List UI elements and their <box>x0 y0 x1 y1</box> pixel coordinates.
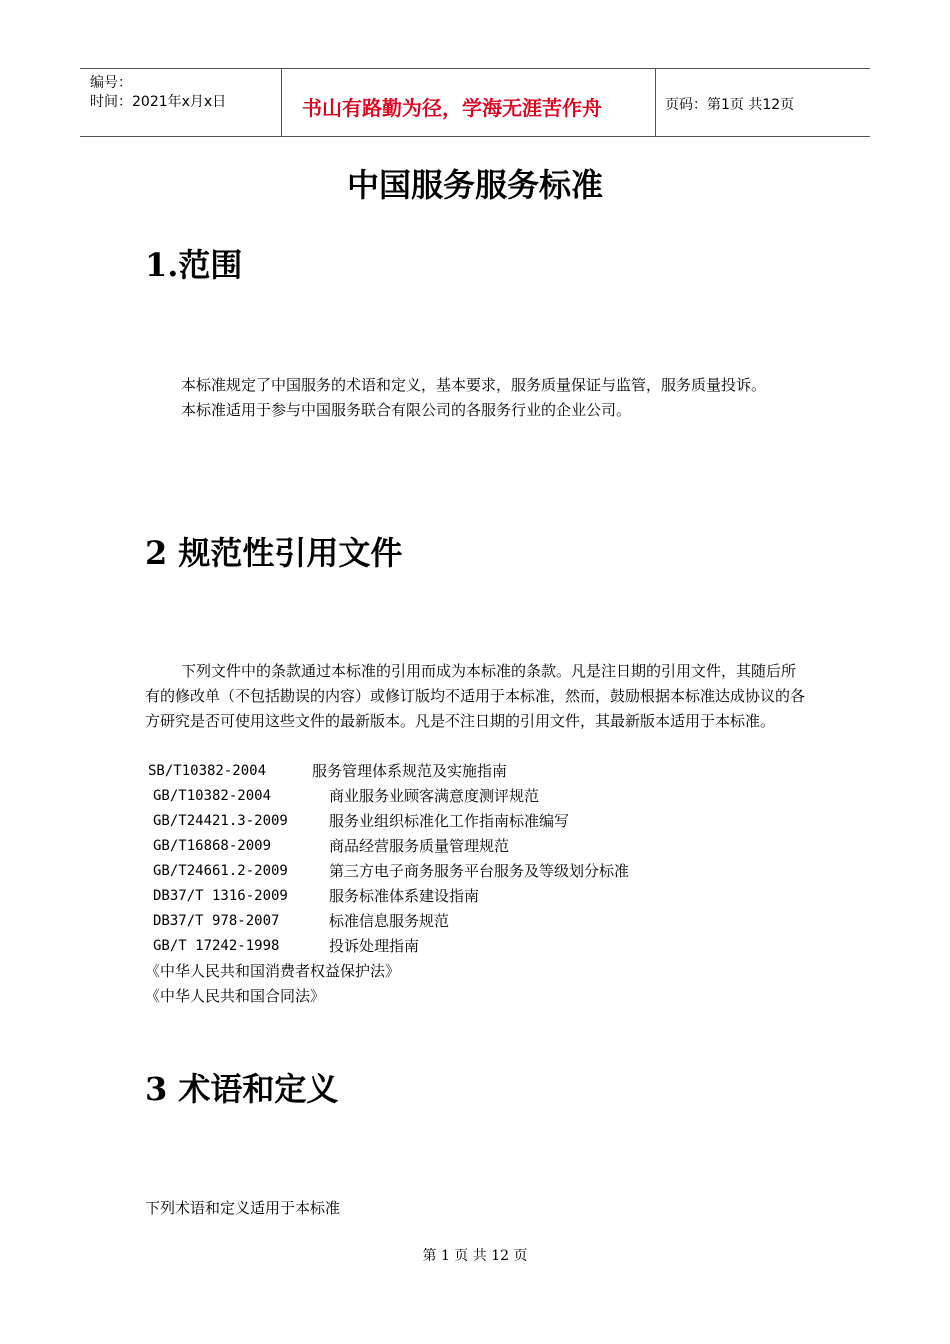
paragraph: 本标准适用于参与中国服务联合有限公司的各服务行业的企业公司。 <box>181 401 632 419</box>
section-heading-scope: 1.范围 <box>145 246 243 284</box>
header-page-info: 页码：第1页 共12页 <box>665 97 795 113</box>
reference-code: GB/T24661.2-2009 <box>153 863 288 879</box>
reference-code: GB/T 17242-1998 <box>153 938 280 954</box>
paragraph: 下列术语和定义适用于本标准 <box>145 1199 341 1217</box>
list-item <box>145 959 805 984</box>
reference-name: 服务标准体系建设指南 <box>329 887 480 905</box>
list-item <box>145 809 805 834</box>
list-item <box>145 759 805 784</box>
header-page-cell <box>655 69 870 136</box>
list-item <box>145 784 805 809</box>
section-scope-body <box>145 373 805 423</box>
section-heading-terms: 3 术语和定义 <box>145 1070 339 1108</box>
list-item <box>145 934 805 959</box>
reference-name: 服务业组织标准化工作指南标准编写 <box>329 812 570 830</box>
header-meta-cell <box>80 69 281 136</box>
paragraph: 下列文件中的条款通过本标准的引用而成为本标准的条款。凡是注日期的引用文件，其随后所有的修改单（不包括勘误的内容）或修订版均不适用于本标准，然而，鼓励根据本标准达成协议的各方研究是否可使用这些文件的最新版本。凡是不注日期的引用文件，其最新版本适用于本标准。 <box>145 662 806 730</box>
document-title: 中国服务服务标准 <box>346 166 603 204</box>
section-references-body <box>145 659 805 734</box>
reference-name: 商品经营服务质量管理规范 <box>329 837 510 855</box>
paragraph: 本标准规定了中国服务的术语和定义，基本要求，服务质量保证与监管，服务质量投诉。 <box>181 376 767 394</box>
list-item <box>145 834 805 859</box>
time-label: 时间：2021年x月x日 <box>90 94 227 110</box>
number-label: 编号： <box>90 75 132 91</box>
law-name: 《中华人民共和国合同法》 <box>145 987 326 1005</box>
reference-code: GB/T24421.3-2009 <box>153 813 288 829</box>
motto: 书山有路勤为径，学海无涯苦作舟 <box>302 96 602 120</box>
list-item <box>145 859 805 884</box>
law-name: 《中华人民共和国消费者权益保护法》 <box>145 962 401 980</box>
section-heading-references: 2 规范性引用文件 <box>145 534 403 572</box>
reference-code: GB/T10382-2004 <box>153 788 272 804</box>
reference-code: GB/T16868-2009 <box>153 838 272 854</box>
reference-name: 投诉处理指南 <box>329 937 420 955</box>
reference-list <box>145 759 805 1009</box>
list-item <box>145 984 805 1009</box>
reference-name: 服务管理体系规范及实施指南 <box>312 762 508 780</box>
list-item <box>145 909 805 934</box>
list-item <box>145 884 805 909</box>
reference-name: 标准信息服务规范 <box>329 912 450 930</box>
reference-name: 第三方电子商务服务平台服务及等级划分标准 <box>329 862 630 880</box>
header-motto-cell <box>281 69 656 136</box>
section-terms-body <box>145 1196 805 1221</box>
reference-code: DB37/T 978-2007 <box>153 913 280 929</box>
reference-name: 商业服务业顾客满意度测评规范 <box>329 787 540 805</box>
page-footer: 第 1 页 共 12 页 <box>422 1248 528 1264</box>
reference-code: DB37/T 1316-2009 <box>153 888 288 904</box>
document-header <box>80 68 870 137</box>
reference-code: SB/T10382-2004 <box>148 763 267 779</box>
